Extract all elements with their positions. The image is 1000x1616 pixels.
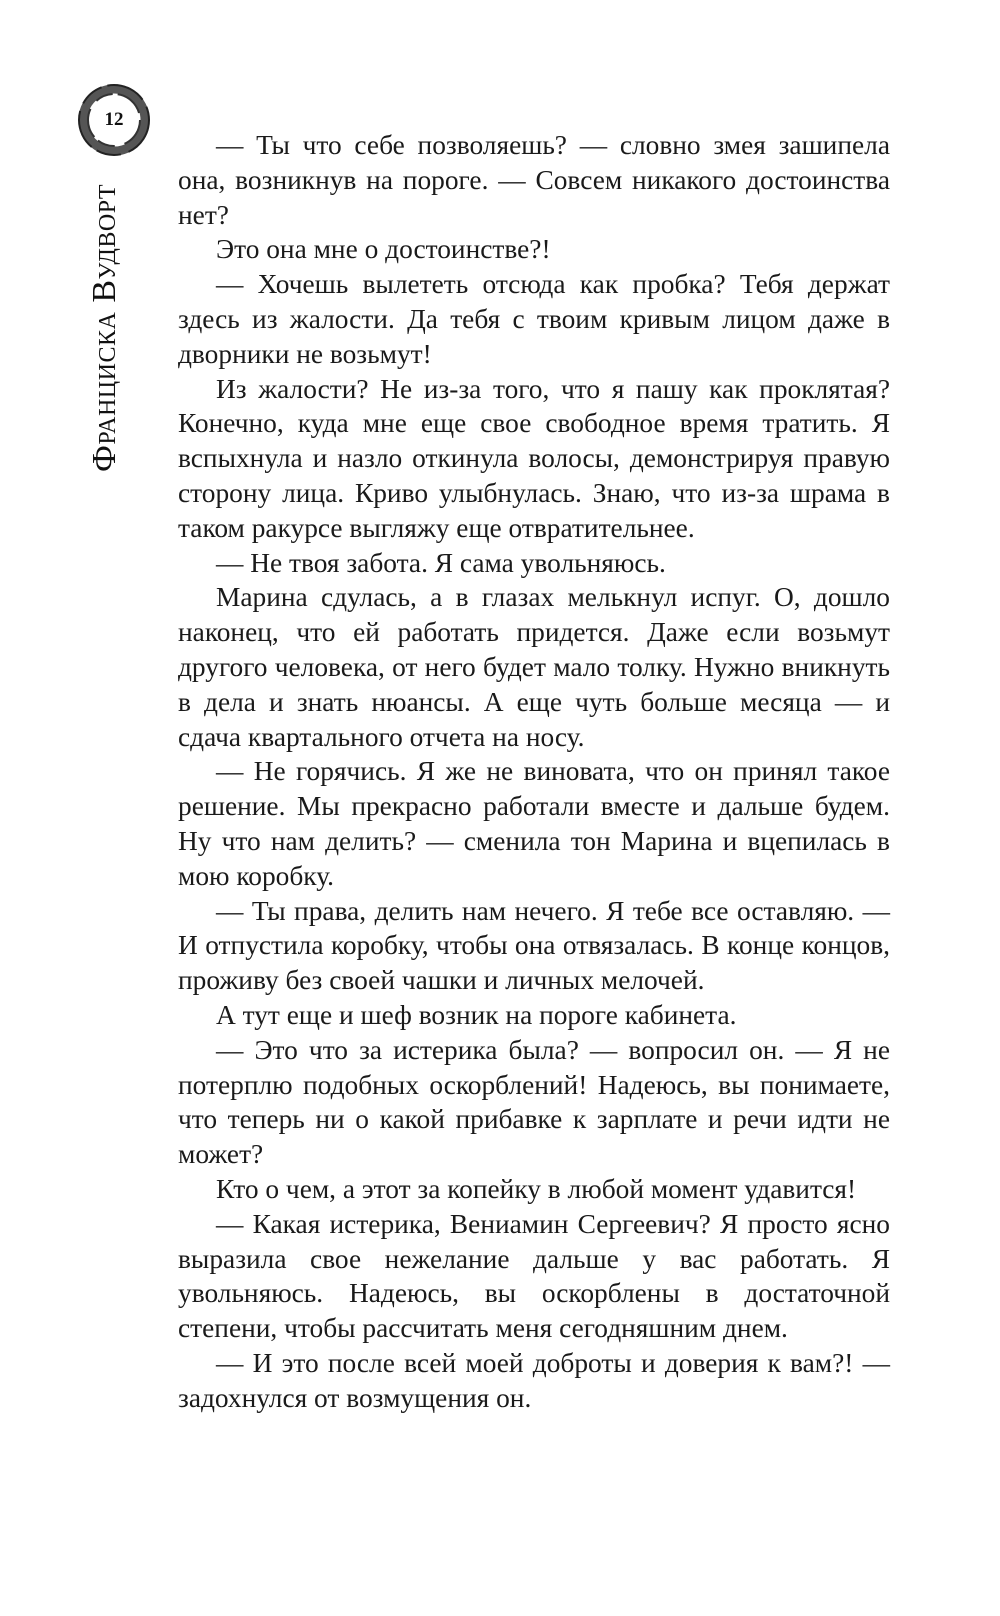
running-head-author: Франциска Вудворт (86, 183, 123, 472)
paragraph: — Хочешь вылететь отсюда как пробка? Тебя держат здесь из жалости. Да тебя с твоим кривым лицом даже в дворники не возьмут! (178, 269, 890, 369)
paragraph: — Какая истерика, Вениамин Сергеевич? Я просто ясно выразила свое нежелание дальше у вас работать. Я увольняюсь. Надеюсь, вы оскорблены в достаточной степени, чтобы рассчитать меня сегодняшним днем. (178, 1208, 890, 1344)
paragraph: — Ты что себе позволяешь? — словно змея зашипела она, возникнув на пороге. — Совсем никакого достоинства нет? (178, 130, 890, 230)
paragraph: Марина сдулась, а в глазах мелькнул испуг. О, дошло наконец, что ей работать придется. Даже если возьмут другого человека, от него будет мало толку. Нужно вникнуть в дела и знать нюансы. А еще чуть больше месяца — и сдача квартального отчета на носу. (178, 582, 890, 752)
page-number: 12 (104, 109, 124, 130)
body-text (178, 128, 890, 1415)
paragraph: — Не твоя забота. Я сама увольняюсь. (216, 547, 666, 578)
paragraph: А тут еще и шеф возник на пороге кабинета. (216, 999, 737, 1030)
paragraph: Это она мне о достоинстве?! (216, 234, 551, 265)
paragraph: Из жалости? Не из-за того, что я пашу как проклятая? Конечно, куда мне еще свое свободное время тратить. Я вспыхнула и назло откинула волосы, демонстрируя правую сторону лица. Криво улыбнулась. Знаю, что из-за шрама в таком ракурсе выгляжу еще отвратительнее. (178, 373, 890, 543)
paragraph: Кто о чем, а этот за копейку в любой момент удавится! (216, 1173, 857, 1204)
paragraph: — И это после всей моей доброты и доверия к вам?! — задохнулся от возмущения он. (178, 1347, 890, 1413)
paragraph: — Это что за истерика была? — вопросил он. — Я не потерплю подобных оскорблений! Надеюсь, вы понимаете, что теперь ни о какой прибавке к зарплате и речи идти не может? (178, 1034, 890, 1170)
page-number-badge (74, 80, 154, 160)
paragraph: — Не горячись. Я же не виновата, что он принял такое решение. Мы прекрасно работали вместе и дальше будем. Ну что нам делить? — сменила тон Марина и вцепилась в мою коробку. (178, 756, 890, 891)
paragraph: — Ты права, делить нам нечего. Я тебе все оставляю. — И отпустила коробку, чтобы она отвязалась. В конце концов, проживу без своей чашки и личных мелочей. (178, 895, 890, 996)
